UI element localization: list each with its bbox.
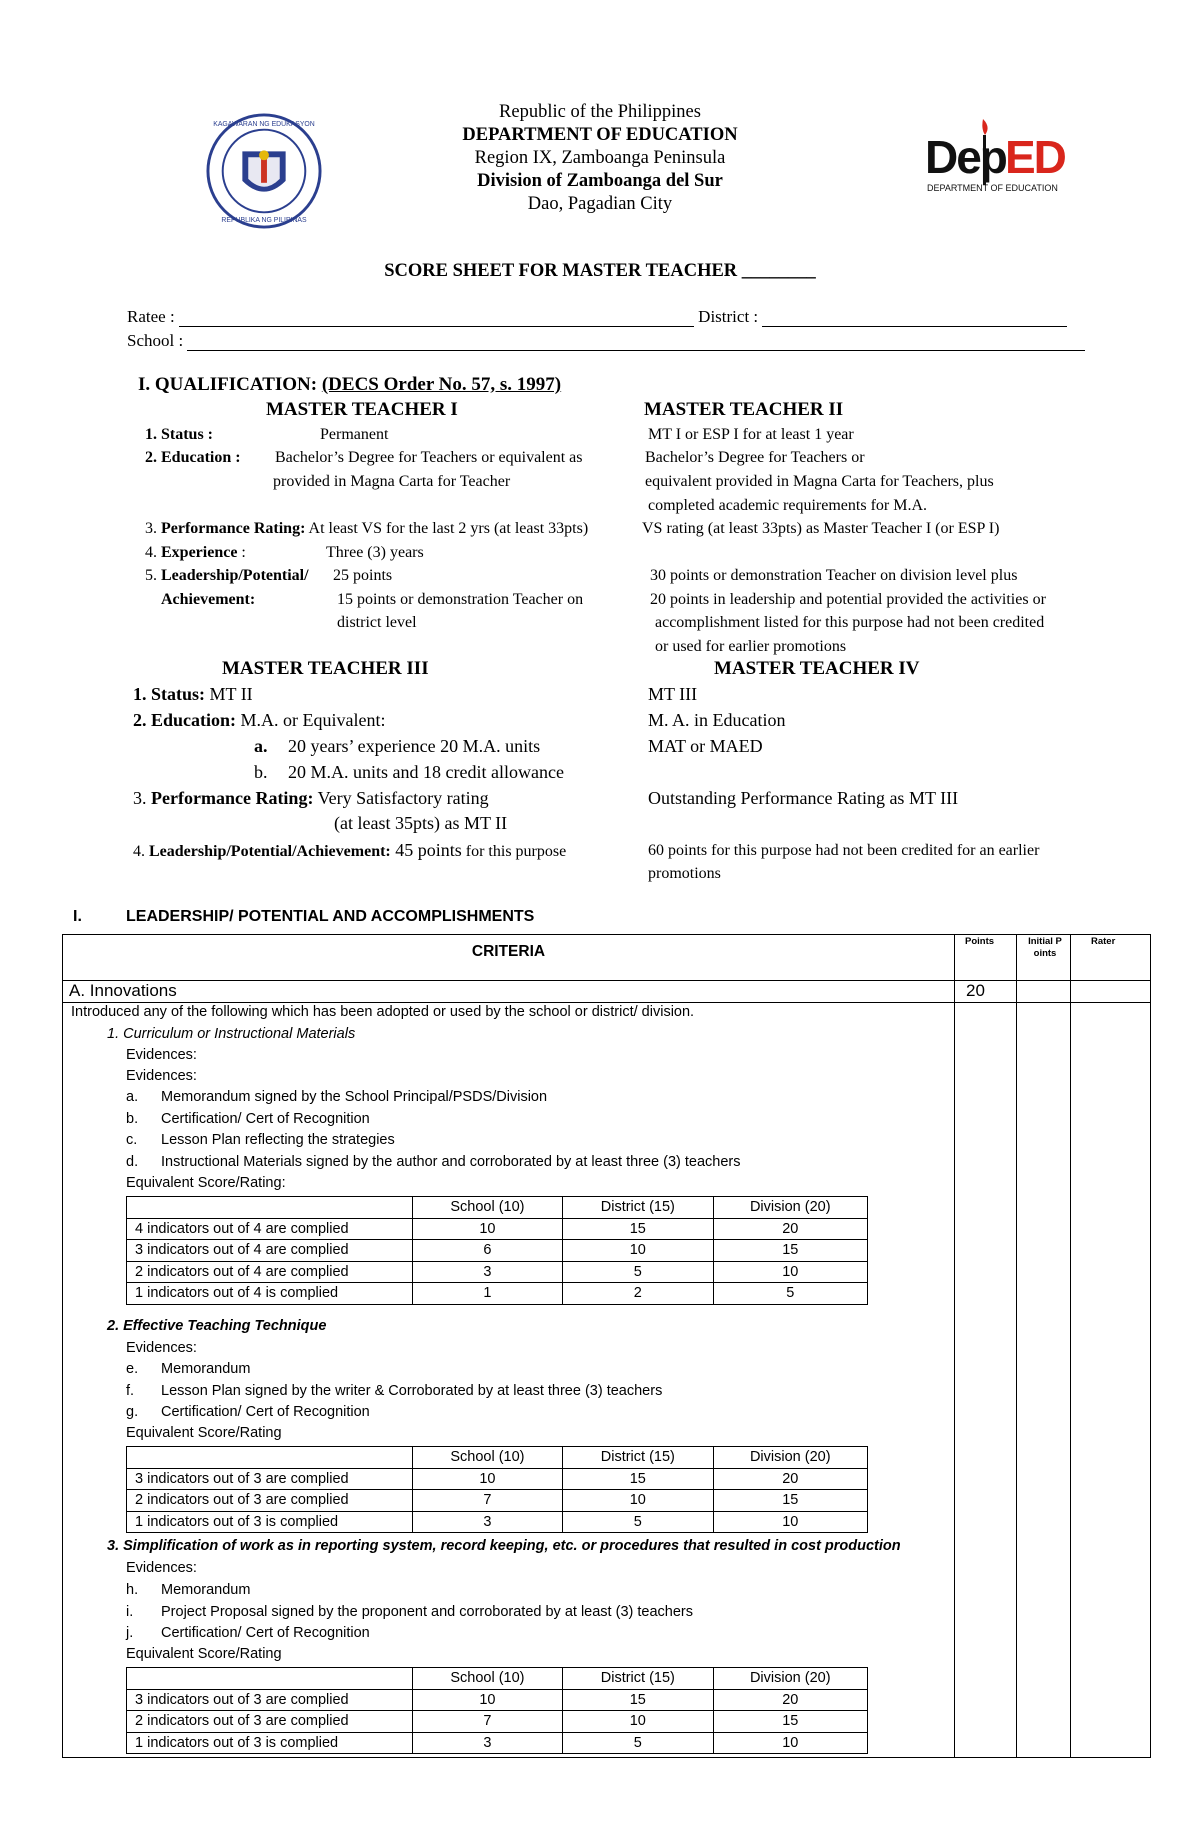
svg-text:Dep: Dep [925, 131, 1006, 183]
evidence-letter: f. [126, 1382, 135, 1399]
evidence-item: Lesson Plan signed by the writer & Corroborated by at least three (3) teachers [161, 1382, 663, 1399]
mt1-leadership-points: 25 points [333, 567, 393, 584]
score-cell: 15 [563, 1689, 713, 1711]
indicator-cell: 3 indicators out of 4 are complied [127, 1240, 413, 1262]
score-table-3 [126, 1667, 868, 1754]
score-column-header: School (10) [412, 1197, 562, 1219]
score-cell: 2 [563, 1283, 713, 1305]
score-cell: 20 [713, 1218, 867, 1240]
score-cell: 10 [563, 1711, 713, 1733]
score-cell: 10 [412, 1468, 562, 1490]
score-cell: 5 [713, 1283, 867, 1305]
svg-text:ED: ED [1005, 131, 1065, 183]
mt2-leadership-3: accomplishment listed for this purpose had not been credited [655, 614, 1045, 631]
score-table-corner [127, 1447, 413, 1469]
evidence-letter: g. [126, 1404, 139, 1420]
score-cell: 10 [563, 1240, 713, 1262]
indicator-cell: 3 indicators out of 3 are complied [127, 1468, 413, 1490]
svg-text:KAGAWARAN NG EDUKASYON: KAGAWARAN NG EDUKASYON [213, 120, 315, 128]
indicator-cell: 2 indicators out of 4 are complied [127, 1261, 413, 1283]
col-criteria: CRITERIA [471, 943, 546, 960]
performance-rating: 3. Performance Rating: At least VS for the last 2 yrs (at least 33pts) [145, 520, 589, 537]
score-table-row [127, 1711, 868, 1733]
mt1-status: Permanent [320, 426, 389, 443]
indicator-cell: 1 indicators out of 3 is complied [127, 1511, 413, 1533]
evidence-letter: a. [126, 1089, 139, 1105]
evidence-item: Memorandum [161, 1361, 251, 1377]
score-column-header: School (10) [412, 1447, 562, 1469]
indicator-cell: 3 indicators out of 3 are complied [127, 1689, 413, 1711]
document-title: SCORE SHEET FOR MASTER TEACHER ________ [384, 261, 816, 281]
mt3-performance-2: (at least 35pts) as MT II [334, 813, 508, 833]
evidence-letter: e. [126, 1361, 139, 1377]
school-line [187, 332, 1085, 351]
score-cell: 5 [563, 1732, 713, 1754]
score-table-row [127, 1218, 868, 1240]
score-cell: 20 [713, 1468, 867, 1490]
evidence-item: Project Proposal signed by the proponent and corroborated by at least (3) teachers [161, 1603, 693, 1620]
mt3-b-label: b. [254, 762, 268, 782]
score-table-corner [127, 1668, 413, 1690]
mt2-leadership-1: 30 points or demonstration Teacher on division level plus [650, 567, 1018, 584]
score-table-header [127, 1668, 868, 1690]
score-column-header: School (10) [412, 1668, 562, 1690]
sec1-evidences-1: Evidences: [126, 1047, 197, 1063]
mt1-leadership-1: 15 points or demonstration Teacher on [337, 591, 584, 608]
col-points: Points [965, 936, 995, 947]
mt4-title: MASTER TEACHER IV [714, 658, 920, 679]
header-republic: Republic of the Philippines [499, 102, 701, 122]
score-cell: 10 [563, 1490, 713, 1512]
education-label: 2. Education : [145, 449, 241, 466]
mt4-education: M. A. in Education [648, 710, 786, 730]
innovations-points: 20 [966, 981, 985, 1000]
ratee-label: Ratee : [127, 307, 175, 326]
score-table-1 [126, 1196, 868, 1305]
col-rater: Rater [1091, 936, 1116, 947]
leadership-numeral: I. [73, 908, 82, 925]
score-cell: 3 [412, 1511, 562, 1533]
district-label: District : [698, 307, 759, 326]
mt1-leadership-2: district level [337, 614, 417, 631]
achievement-label: Achievement: [161, 591, 256, 608]
mt1-education-2: provided in Magna Carta for Teacher [273, 473, 511, 490]
mt2-education-3: completed academic requirements for M.A. [648, 497, 927, 514]
svg-text:DEPARTMENT OF EDUCATION: DEPARTMENT OF EDUCATION [927, 183, 1058, 193]
mt3-education: 2. Education: M.A. or Equivalent: [133, 710, 386, 730]
score-cell: 20 [713, 1689, 867, 1711]
district-line [762, 308, 1067, 327]
score-cell: 15 [563, 1218, 713, 1240]
sec3-equiv-label: Equivalent Score/Rating [126, 1646, 282, 1662]
score-column-header: Division (20) [713, 1668, 867, 1690]
score-table-row [127, 1511, 868, 1533]
evidence-letter: j. [126, 1625, 134, 1641]
mt4-status: MT III [648, 684, 698, 704]
score-cell: 5 [563, 1261, 713, 1283]
evidence-letter: i. [126, 1603, 134, 1620]
sec3-evidences: Evidences: [126, 1560, 197, 1576]
score-table-row [127, 1283, 868, 1305]
score-table-row [127, 1732, 868, 1754]
indicator-cell: 2 indicators out of 3 are complied [127, 1711, 413, 1733]
leadership-heading: LEADERSHIP/ POTENTIAL AND ACCOMPLISHMENTS [126, 908, 535, 925]
score-column-header: Division (20) [713, 1197, 867, 1219]
mt2-performance: VS rating (at least 33pts) as Master Teacher I (or ESP I) [642, 520, 1000, 537]
sec2-title: 2. Effective Teaching Technique [107, 1318, 327, 1334]
indicator-cell: 1 indicators out of 3 is complied [127, 1732, 413, 1754]
evidence-item: Certification/ Cert of Recognition [161, 1625, 370, 1641]
mt3-a-label: a. [254, 736, 268, 756]
svg-text:REPUBLIKA NG PILIPINAS: REPUBLIKA NG PILIPINAS [221, 217, 307, 225]
score-column-header: District (15) [563, 1668, 713, 1690]
score-column-header: Division (20) [713, 1447, 867, 1469]
qualification-heading: I. QUALIFICATION: (DECS Order No. 57, s. 1997) [138, 374, 562, 395]
score-cell: 3 [412, 1261, 562, 1283]
evidence-letter: h. [126, 1582, 139, 1598]
mt3-leadership: 4. Leadership/Potential/Achievement: 45 points for this purpose [133, 840, 567, 860]
header-address: Dao, Pagadian City [527, 194, 673, 214]
innovations-intro: Introduced any of the following which has been adopted or used by the school or district/ division. [71, 1004, 695, 1020]
score-column-header: District (15) [563, 1447, 713, 1469]
score-table-header [127, 1447, 868, 1469]
score-cell: 7 [412, 1490, 562, 1512]
indicator-cell: 1 indicators out of 4 is complied [127, 1283, 413, 1305]
evidence-item: Lesson Plan reflecting the strategies [161, 1132, 395, 1148]
header-division: Division of Zamboanga del Sur [477, 171, 723, 191]
mt2-education-1: Bachelor’s Degree for Teachers or [645, 449, 865, 466]
mt3-performance: 3. Performance Rating: Very Satisfactory rating [133, 788, 489, 808]
score-table-2 [126, 1446, 868, 1533]
score-cell: 1 [412, 1283, 562, 1305]
score-table-row [127, 1490, 868, 1512]
mt3-status: 1. Status: MT II [133, 684, 253, 704]
score-cell: 6 [412, 1240, 562, 1262]
score-cell: 3 [412, 1732, 562, 1754]
mt1-education-1: Bachelor’s Degree for Teachers or equivalent as [275, 449, 583, 466]
score-cell: 15 [713, 1240, 867, 1262]
mt2-leadership-2: 20 points in leadership and potential provided the activities or [650, 591, 1046, 608]
mt4-leadership-1: 60 points for this purpose had not been credited for an earlier [648, 842, 1040, 859]
mt4-performance: Outstanding Performance Rating as MT III [648, 788, 959, 808]
header-department: DEPARTMENT OF EDUCATION [462, 125, 738, 145]
mt2-status: MT I or ESP I for at least 1 year [648, 426, 854, 443]
experience-label: 4. Experience : [145, 544, 246, 561]
score-cell: 7 [412, 1711, 562, 1733]
sec1-evidences-2: Evidences: [126, 1068, 197, 1084]
mt2-leadership-4: or used for earlier promotions [655, 638, 847, 655]
mt3-title: MASTER TEACHER III [222, 658, 429, 679]
score-cell: 10 [713, 1732, 867, 1754]
score-table-row [127, 1689, 868, 1711]
score-cell: 10 [713, 1261, 867, 1283]
score-column-header: District (15) [563, 1197, 713, 1219]
mt1-experience: Three (3) years [326, 544, 424, 561]
score-cell: 5 [563, 1511, 713, 1533]
sec2-equiv-label: Equivalent Score/Rating [126, 1425, 282, 1441]
evidence-letter: b. [126, 1110, 139, 1127]
indicator-cell: 4 indicators out of 4 are complied [127, 1218, 413, 1240]
mt2-education-2: equivalent provided in Magna Carta for Teachers, plus [645, 473, 994, 490]
indicator-cell: 2 indicators out of 3 are complied [127, 1490, 413, 1512]
evidence-item: Certification/ Cert of Recognition [161, 1110, 370, 1127]
evidence-item: Memorandum [161, 1582, 251, 1598]
score-cell: 10 [412, 1218, 562, 1240]
mt2-title: MASTER TEACHER II [644, 399, 844, 420]
evidence-item: Instructional Materials signed by the author and corroborated by at least three (3) teachers [161, 1153, 741, 1170]
score-table-corner [127, 1197, 413, 1219]
mt1-title: MASTER TEACHER I [266, 399, 458, 420]
leadership-label: 5. Leadership/Potential/ [145, 567, 309, 584]
mt3-a: 20 years’ experience 20 M.A. units [288, 736, 541, 756]
score-cell: 10 [713, 1511, 867, 1533]
score-table-header [127, 1197, 868, 1219]
score-table-row [127, 1240, 868, 1262]
status-label: 1. Status : [145, 426, 214, 443]
score-cell: 15 [563, 1468, 713, 1490]
sec1-title: 1. Curriculum or Instructional Materials [107, 1026, 356, 1042]
sec3-title: 3. Simplification of work as in reporting system, record keeping, etc. or procedures that resulted in cost production [107, 1538, 901, 1554]
evidence-letter: d. [126, 1153, 139, 1170]
school-label: School : [127, 331, 184, 350]
sec2-evidences: Evidences: [126, 1340, 197, 1356]
score-cell: 15 [713, 1711, 867, 1733]
mt3-b: 20 M.A. units and 18 credit allowance [288, 762, 564, 782]
col-initial-points: Initial Points [1028, 936, 1062, 959]
score-table-row [127, 1468, 868, 1490]
mt4-a: MAT or MAED [648, 736, 763, 756]
score-cell: 15 [713, 1490, 867, 1512]
sec1-equiv-label: Equivalent Score/Rating: [126, 1175, 286, 1191]
evidence-item: Memorandum signed by the School Principal/PSDS/Division [161, 1089, 548, 1105]
evidence-letter: c. [126, 1132, 138, 1148]
score-cell: 10 [412, 1689, 562, 1711]
evidence-item: Certification/ Cert of Recognition [161, 1404, 370, 1420]
innovations-label: A. Innovations [69, 981, 177, 1000]
mt4-leadership-2: promotions [648, 865, 721, 882]
ratee-line [179, 308, 694, 327]
header-region: Region IX, Zamboanga Peninsula [474, 148, 726, 168]
score-table-row [127, 1261, 868, 1283]
